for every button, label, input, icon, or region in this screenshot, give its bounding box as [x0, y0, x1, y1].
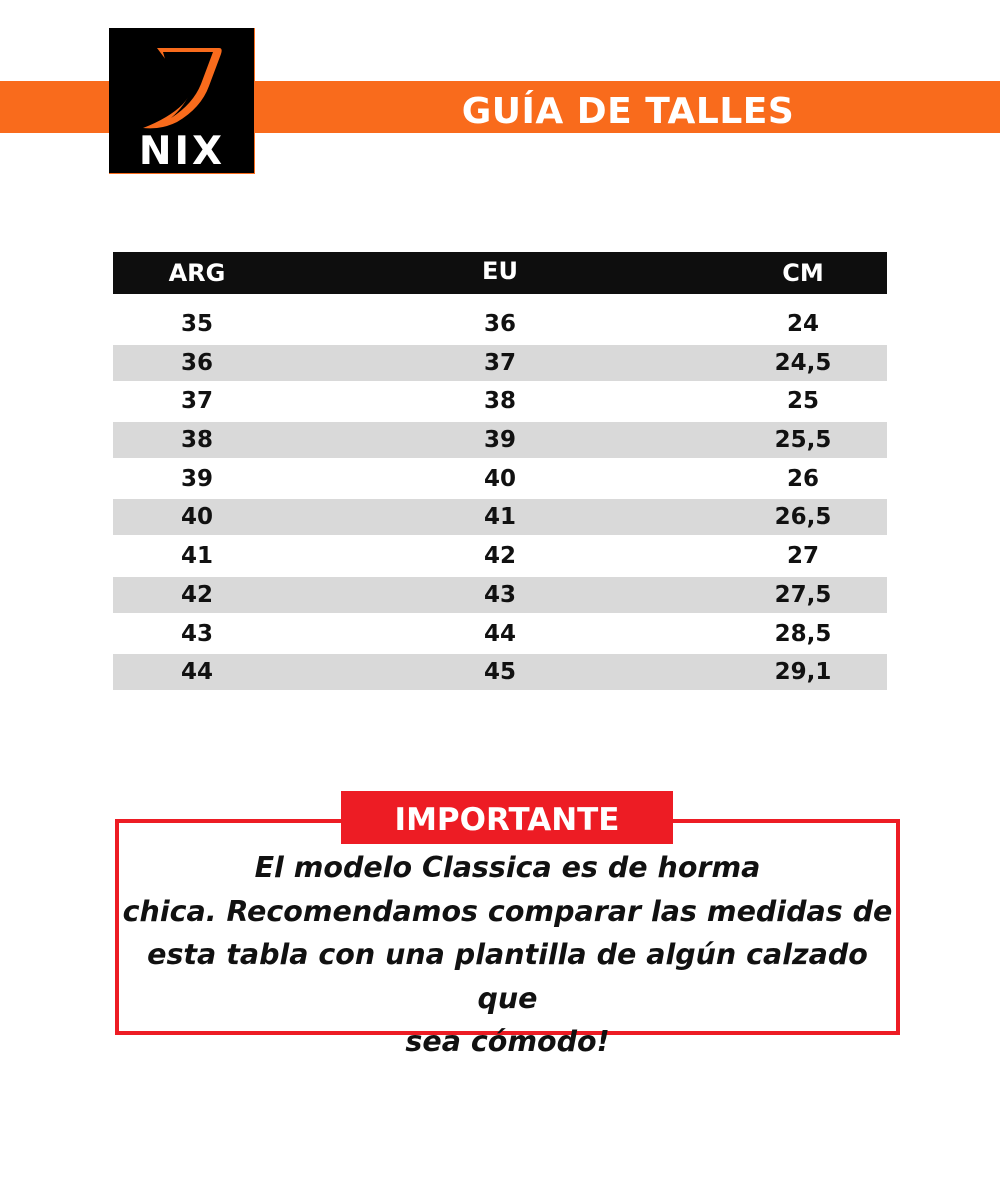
- cell-eu: 44: [483, 620, 516, 647]
- notice-line: esta tabla con una plantilla de algún calzado que: [147, 938, 868, 1015]
- cell-cm: 25: [786, 388, 819, 415]
- cell-eu: 45: [483, 659, 516, 686]
- column-header-eu: EU: [482, 257, 518, 285]
- cell-cm: 26,5: [774, 504, 832, 531]
- cell-eu: 41: [483, 504, 516, 531]
- cell-arg: 41: [180, 543, 213, 570]
- logo-wordmark: NIX: [138, 129, 226, 174]
- table-row: [113, 345, 887, 381]
- cell-eu: 42: [483, 543, 516, 570]
- table-row: [113, 577, 887, 613]
- cell-arg: 39: [180, 465, 213, 492]
- table-body: [113, 306, 887, 690]
- cell-eu: 38: [483, 388, 516, 415]
- cell-arg: 36: [180, 349, 213, 376]
- cell-eu: 40: [483, 465, 516, 492]
- table-row: [113, 654, 887, 690]
- cell-cm: 24: [786, 311, 819, 337]
- page-title: GUÍA DE TALLES: [461, 91, 795, 132]
- table-row: [113, 499, 887, 535]
- table-row: [113, 306, 887, 342]
- cell-cm: 27: [786, 543, 819, 570]
- cell-arg: 38: [180, 427, 213, 454]
- size-table: [113, 252, 887, 693]
- cell-arg: 37: [180, 388, 213, 415]
- table-header: [113, 252, 887, 294]
- cell-arg: 43: [180, 620, 213, 647]
- notice-line: chica. Recomendamos comparar las medidas de: [122, 894, 893, 928]
- table-row: [113, 383, 887, 419]
- nix-logo-mark-icon: [139, 42, 225, 132]
- notice-line: sea cómodo!: [405, 1025, 610, 1058]
- notice-label: IMPORTANTE: [341, 791, 673, 844]
- table-row: [113, 461, 887, 497]
- table-row: [113, 616, 887, 652]
- brand-logo: [109, 28, 255, 174]
- cell-cm: 27,5: [774, 581, 832, 608]
- table-row: [113, 422, 887, 458]
- cell-eu: 39: [483, 427, 516, 454]
- cell-cm: 29,1: [774, 659, 832, 686]
- cell-cm: 25,5: [774, 427, 832, 454]
- table-row: [113, 538, 887, 574]
- cell-arg: 35: [180, 311, 213, 337]
- cell-arg: 40: [180, 504, 213, 531]
- notice-text: [119, 846, 896, 1064]
- notice-line: El modelo Classica es de horma: [254, 851, 761, 884]
- cell-arg: 44: [180, 659, 213, 686]
- cell-arg: 42: [180, 581, 213, 608]
- column-header-arg: ARG: [168, 259, 226, 287]
- cell-cm: 26: [786, 465, 819, 492]
- cell-cm: 28,5: [774, 620, 832, 647]
- cell-eu: 37: [483, 349, 516, 376]
- cell-eu: 36: [483, 311, 516, 337]
- cell-eu: 43: [483, 581, 516, 608]
- cell-cm: 24,5: [774, 349, 832, 376]
- column-header-cm: CM: [782, 259, 824, 287]
